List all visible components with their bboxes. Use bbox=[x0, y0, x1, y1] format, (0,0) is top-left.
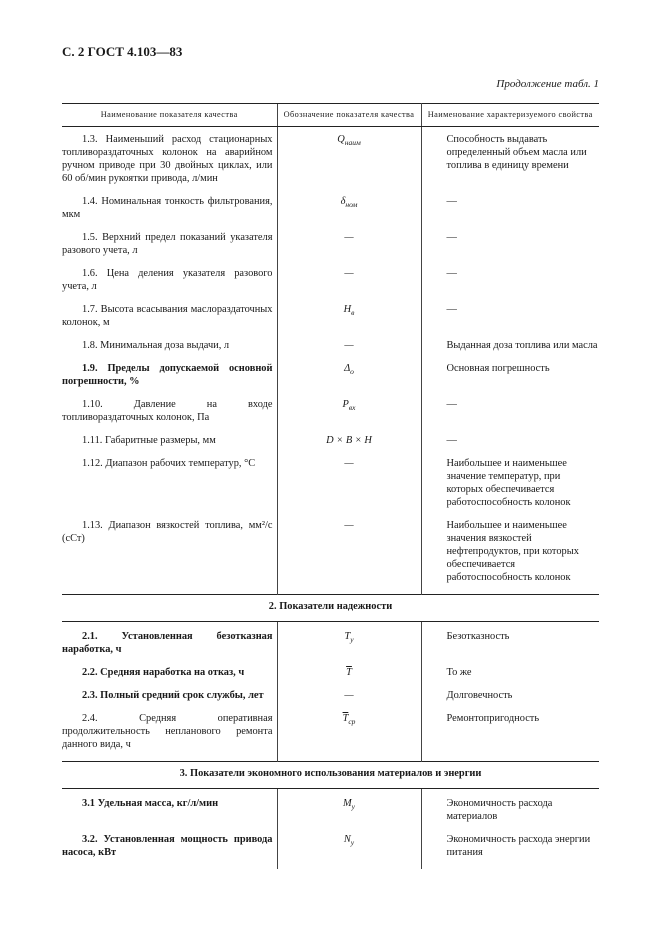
property-name: Основная погрешность bbox=[446, 362, 550, 374]
indicator-symbol bbox=[277, 398, 421, 434]
indicator-symbol bbox=[277, 833, 421, 869]
indicator-symbol-main: $\overline{T}$ bbox=[342, 712, 349, 724]
indicator-symbol bbox=[277, 788, 421, 833]
page-header: С. 2 ГОСТ 4.103—83 bbox=[62, 44, 183, 59]
indicator-name bbox=[62, 195, 277, 231]
indicator-symbol-main: P bbox=[342, 398, 349, 410]
indicator-name-text: 1.6. Цена деления указателя разового учета, л bbox=[62, 267, 273, 292]
indicator-name bbox=[62, 398, 277, 434]
property-name: Безотказность bbox=[446, 630, 510, 642]
indicator-symbol-subscript: у bbox=[350, 634, 354, 644]
column-header-property: Наименование характеризуемого свойства bbox=[421, 104, 599, 127]
indicator-symbol-main: — bbox=[344, 519, 354, 531]
table-row bbox=[62, 231, 599, 267]
property-name: Способность выдавать определенный объем масла или топлива в единицу времени bbox=[446, 133, 587, 171]
table-row bbox=[62, 303, 599, 339]
table-row bbox=[62, 398, 599, 434]
section-header-row bbox=[62, 594, 599, 621]
indicator-symbol bbox=[277, 689, 421, 712]
indicator-symbol-main: — bbox=[344, 689, 354, 701]
column-header-name: Наименование показателя качества bbox=[62, 104, 277, 127]
indicator-name-text: 2.1. Установленная безотказная наработка, ч bbox=[62, 630, 273, 655]
property-name: Выданная доза топлива или масла bbox=[446, 339, 598, 351]
indicator-symbol-main: Q bbox=[337, 133, 345, 145]
table-row bbox=[62, 519, 599, 595]
indicator-name-text: 2.4. Средняя оперативная продолжительность непланового ремонта данного вида, ч bbox=[62, 712, 273, 750]
indicator-symbol bbox=[277, 231, 421, 267]
indicator-name bbox=[62, 339, 277, 362]
indicator-symbol bbox=[277, 621, 421, 666]
property-name: То же bbox=[446, 666, 472, 678]
indicator-name bbox=[62, 689, 277, 712]
table-row bbox=[62, 339, 599, 362]
indicator-symbol-subscript: наим bbox=[344, 137, 361, 147]
indicator-name-text: 1.13. Диапазон вязкостей топлива, мм²/с (сСт) bbox=[62, 519, 273, 544]
property-name: Экономичность расхода материалов bbox=[446, 797, 553, 822]
indicator-name bbox=[62, 231, 277, 267]
table-header-row bbox=[62, 104, 599, 127]
indicator-symbol bbox=[277, 195, 421, 231]
property-name: — bbox=[446, 434, 457, 446]
indicator-name bbox=[62, 666, 277, 689]
indicator-symbol bbox=[277, 712, 421, 762]
indicator-name bbox=[62, 833, 277, 869]
indicator-name bbox=[62, 519, 277, 595]
table-row bbox=[62, 666, 599, 689]
table-row bbox=[62, 457, 599, 519]
indicator-symbol-main: N bbox=[343, 833, 351, 845]
indicator-name-text: 3.1 Удельная масса, кг/л/мин bbox=[82, 797, 219, 809]
indicator-name-text: 1.3. Наименьший расход стационарных топливораздаточных колонок на аварийном ручном приводе при 30 двойных циклах, или 60 об/мин рукоятки привода, л/мин bbox=[62, 133, 273, 184]
indicator-symbol-main: δ bbox=[340, 195, 346, 207]
indicator-name bbox=[62, 267, 277, 303]
property-name: — bbox=[446, 398, 457, 410]
table-row bbox=[62, 621, 599, 666]
indicator-name-text: 1.7. Высота всасывания маслораздаточных колонок, м bbox=[62, 303, 273, 328]
indicator-symbol-subscript: ср bbox=[348, 716, 356, 726]
indicator-name-text: 2.3. Полный средний срок службы, лет bbox=[82, 689, 264, 701]
indicator-symbol-subscript: вх bbox=[348, 402, 356, 412]
indicator-name-text: 1.10. Давление на входе топливораздаточных колонок, Па bbox=[62, 398, 273, 423]
indicator-name bbox=[62, 126, 277, 195]
table-row bbox=[62, 195, 599, 231]
indicator-name bbox=[62, 457, 277, 519]
indicator-symbol-subscript: ном bbox=[345, 199, 358, 209]
column-header-symbol: Обозначение показателя качества bbox=[277, 104, 421, 127]
indicator-name bbox=[62, 303, 277, 339]
indicator-symbol bbox=[277, 457, 421, 519]
indicator-name-text: 1.12. Диапазон рабочих температур, °С bbox=[82, 457, 256, 469]
property-name: Ремонтопригодность bbox=[446, 712, 540, 724]
property-name: Долговечность bbox=[446, 689, 513, 701]
indicator-symbol bbox=[277, 303, 421, 339]
indicator-symbol-main: — bbox=[344, 231, 354, 243]
section-title: 3. Показатели экономного использования материалов и энергии bbox=[62, 761, 599, 788]
indicator-symbol-subscript: в bbox=[351, 307, 355, 317]
indicator-symbol bbox=[277, 362, 421, 398]
indicator-name-text: 1.5. Верхний предел показаний указателя разового учета, л bbox=[62, 231, 273, 256]
indicator-name bbox=[62, 621, 277, 666]
table-continuation-label: Продолжение табл. 1 bbox=[496, 78, 599, 90]
indicator-symbol-main: — bbox=[344, 339, 354, 351]
table-row bbox=[62, 689, 599, 712]
indicator-name-text: 2.2. Средняя наработка на отказ, ч bbox=[82, 666, 245, 678]
indicator-symbol bbox=[277, 339, 421, 362]
indicator-name bbox=[62, 362, 277, 398]
section-header-row bbox=[62, 761, 599, 788]
indicator-name-text: 1.4. Номинальная тонкость фильтрования, мкм bbox=[62, 195, 273, 220]
indicator-symbol-main: T bbox=[344, 630, 351, 642]
property-name: Экономичность расхода энергии питания bbox=[446, 833, 591, 858]
indicator-name-text: 3.2. Установленная мощность привода насоса, кВт bbox=[62, 833, 273, 858]
indicator-symbol-subscript: о bbox=[350, 366, 354, 376]
section-title: 2. Показатели надежности bbox=[62, 594, 599, 621]
property-name: Наибольшее и наименьшее значения вязкостей нефтепродуктов, при которых обеспечивается работоспособность колонок bbox=[446, 519, 579, 583]
property-name: — bbox=[446, 231, 457, 243]
indicator-name-text: 1.8. Минимальная доза выдачи, л bbox=[82, 339, 230, 351]
indicator-symbol-main: — bbox=[344, 267, 354, 279]
indicator-symbol-main: — bbox=[344, 457, 354, 469]
indicator-name bbox=[62, 434, 277, 457]
table-row bbox=[62, 267, 599, 303]
indicator-symbol-main: Δ bbox=[344, 362, 351, 374]
indicator-symbol bbox=[277, 267, 421, 303]
property-name: — bbox=[446, 303, 457, 315]
table-row bbox=[62, 126, 599, 195]
indicator-symbol-main: M bbox=[343, 797, 352, 809]
indicator-name bbox=[62, 712, 277, 762]
property-name: Наибольшее и наименьшее значение температур, при которых обеспечивается работоспособность колонок bbox=[446, 457, 571, 508]
table-row bbox=[62, 833, 599, 869]
property-name: — bbox=[446, 267, 457, 279]
table-row bbox=[62, 434, 599, 457]
indicator-symbol bbox=[277, 126, 421, 195]
table-row bbox=[62, 362, 599, 398]
quality-indicators-table bbox=[62, 103, 599, 869]
table-row bbox=[62, 712, 599, 762]
property-name: — bbox=[446, 195, 457, 207]
table-row bbox=[62, 788, 599, 833]
indicator-symbol bbox=[277, 666, 421, 689]
indicator-symbol-subscript: у bbox=[351, 801, 355, 811]
indicator-name bbox=[62, 788, 277, 833]
indicator-symbol-main: D × B × H bbox=[326, 434, 372, 446]
indicator-symbol bbox=[277, 519, 421, 595]
indicator-name-text: 1.11. Габаритные размеры, мм bbox=[82, 434, 216, 446]
indicator-symbol bbox=[277, 434, 421, 457]
indicator-name-text: 1.9. Пределы допускаемой основной погрешности, % bbox=[62, 362, 273, 387]
indicator-symbol-subscript: у bbox=[350, 837, 355, 847]
indicator-symbol-main: H bbox=[343, 303, 352, 315]
indicator-symbol-main: $\overline{T}$ bbox=[346, 666, 352, 678]
table-body bbox=[62, 126, 599, 869]
